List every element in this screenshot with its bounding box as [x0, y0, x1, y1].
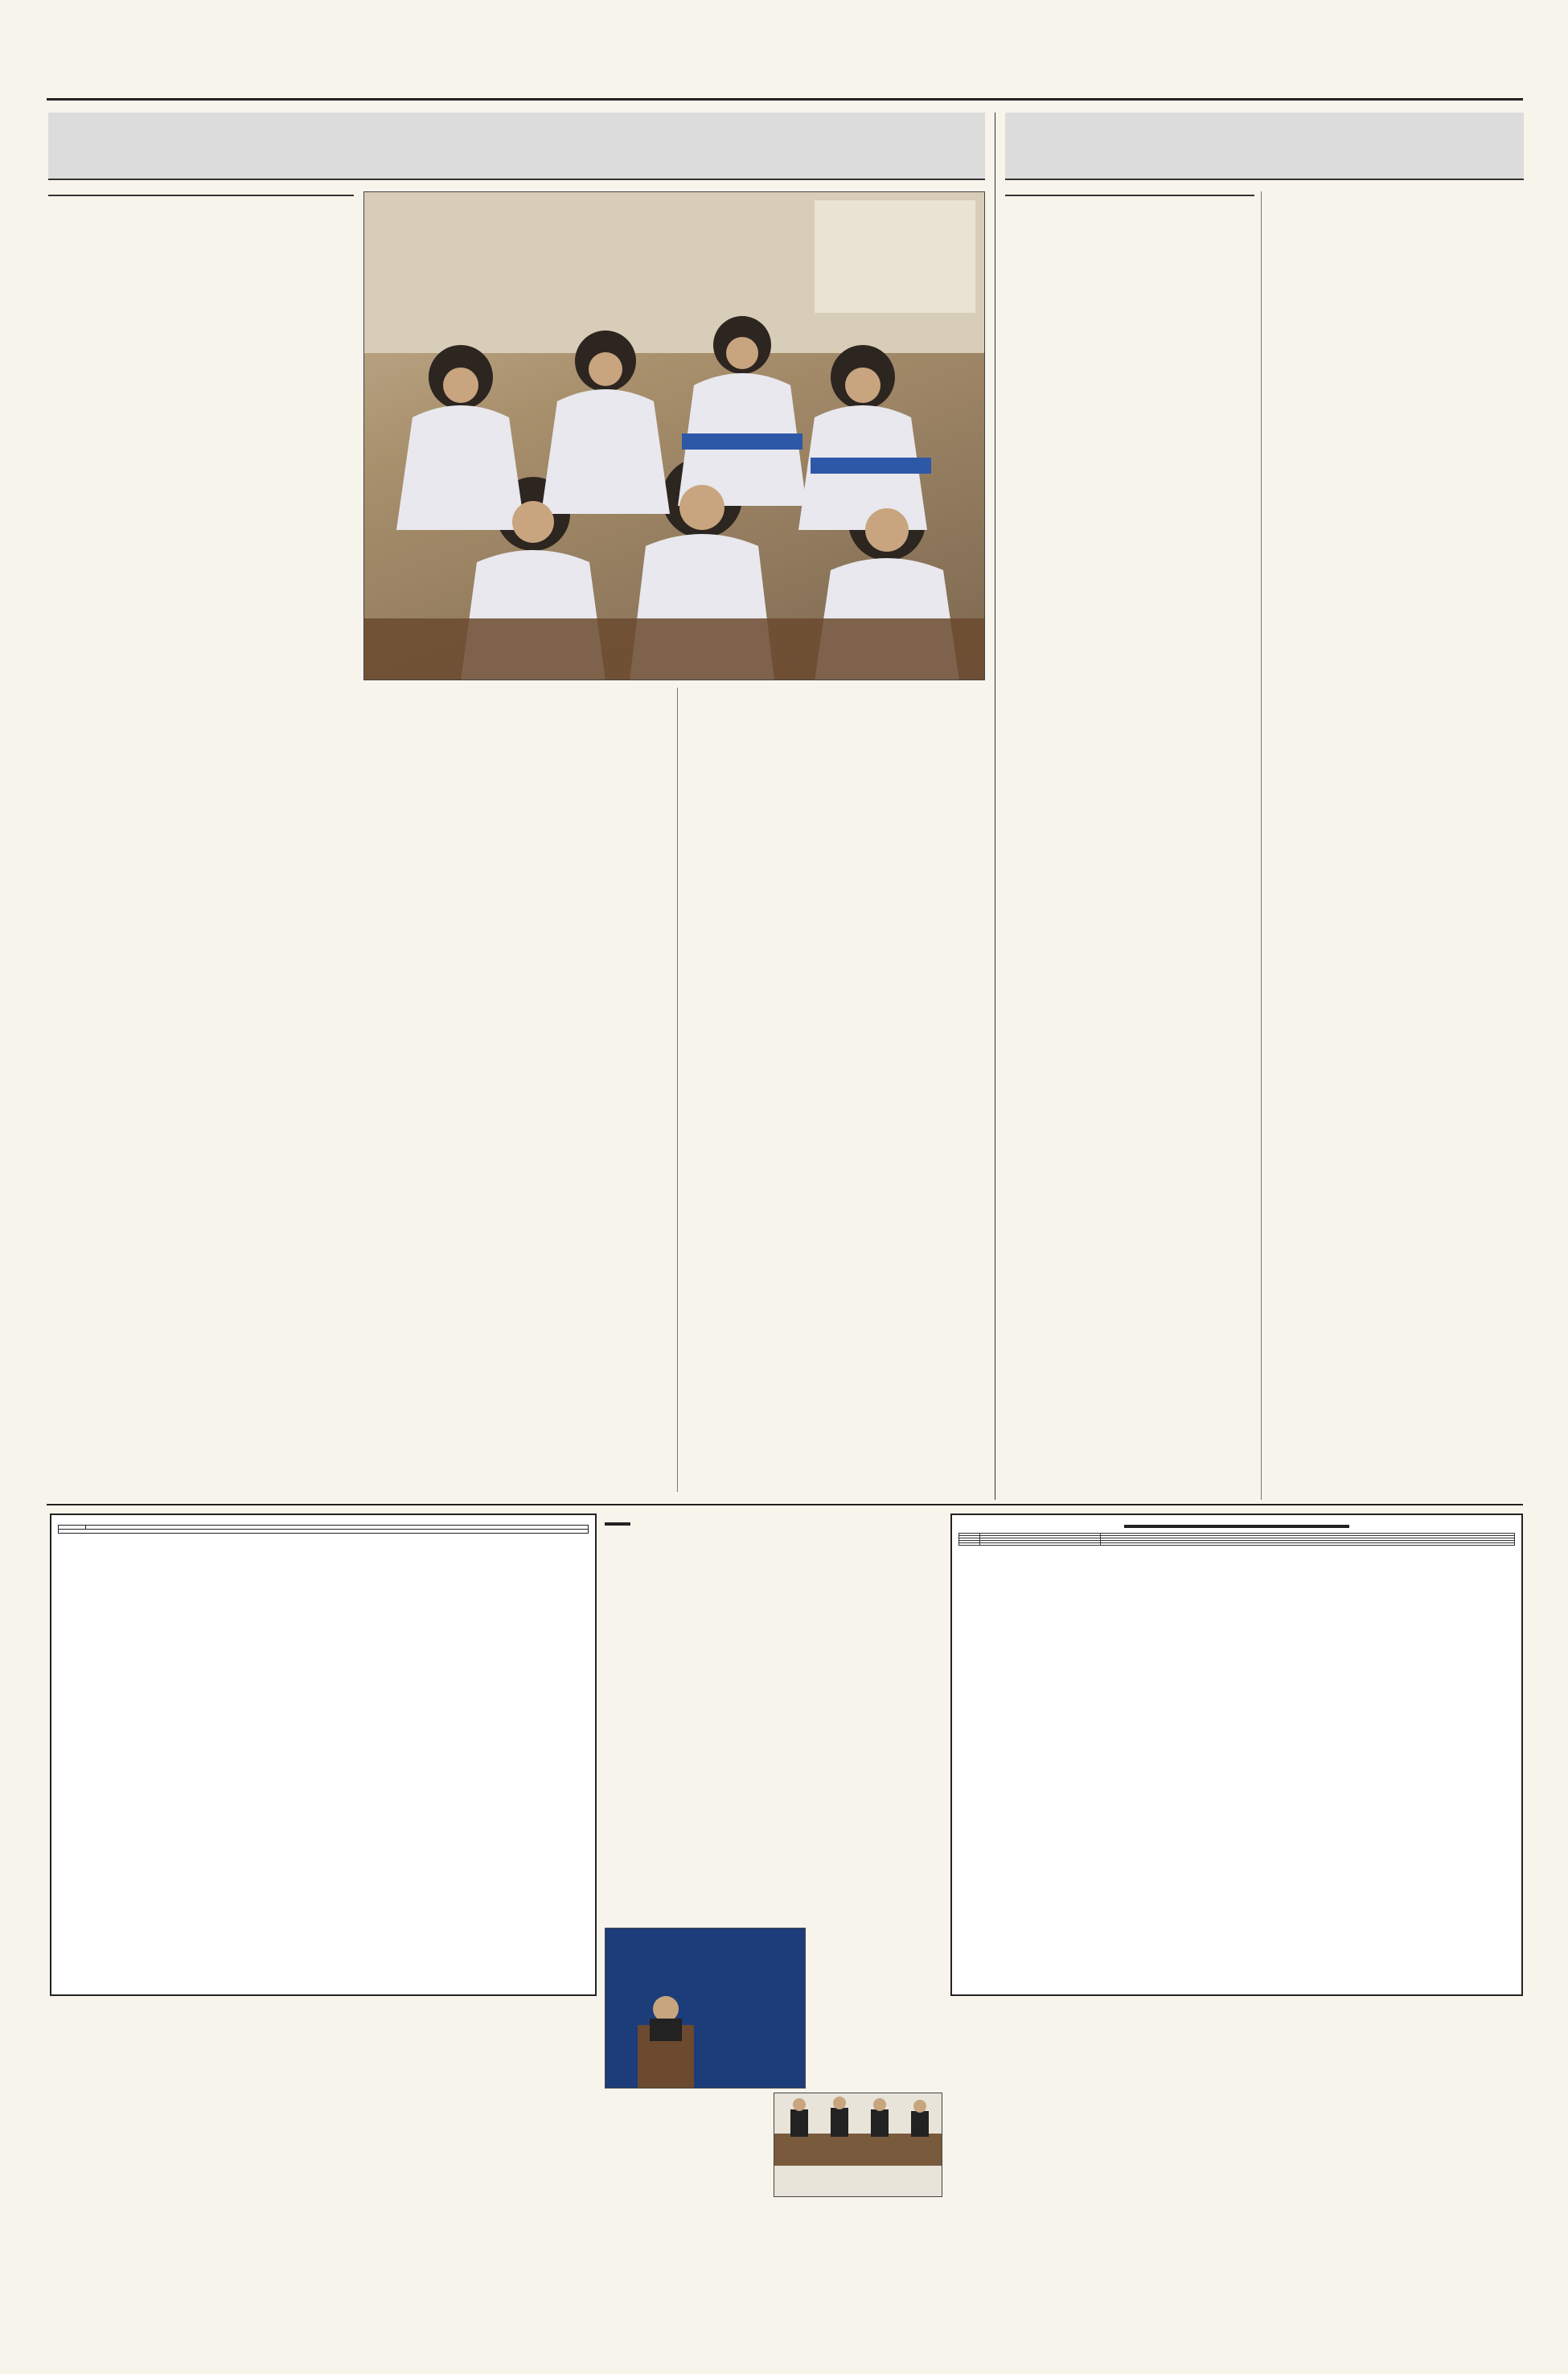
bangla-col2 [363, 688, 669, 1500]
tender-notice-bn [950, 1514, 1523, 1996]
tender-rights [59, 1530, 589, 1534]
meeting-illustration [774, 2093, 942, 2166]
business-headline [1005, 113, 1524, 180]
bangla-col3 [685, 688, 985, 1500]
bn-row-17 [959, 1543, 1515, 1546]
jene-nin-section [605, 1514, 942, 1996]
bangla-col1 [48, 221, 354, 1500]
prime-university-photo [774, 2093, 942, 2197]
bn-tender-title [1124, 1525, 1349, 1528]
package-desc-title [86, 1526, 588, 1529]
business-col2 [1269, 191, 1524, 1500]
bangla-headline [48, 113, 985, 180]
business-author [1005, 191, 1254, 196]
bn-tender-table [958, 1533, 1515, 1546]
classroom-illustration [364, 192, 985, 680]
podium-illustration [605, 1928, 806, 2089]
bangla-author [48, 191, 354, 196]
classroom-photo [363, 191, 985, 680]
jene-nin-title [605, 1522, 630, 1526]
world-university-photo [605, 1928, 806, 2089]
masthead-rule [47, 98, 1523, 101]
tender-notice-en [50, 1514, 597, 1996]
business-col1 [1005, 221, 1254, 1500]
tender-table [58, 1525, 589, 1534]
